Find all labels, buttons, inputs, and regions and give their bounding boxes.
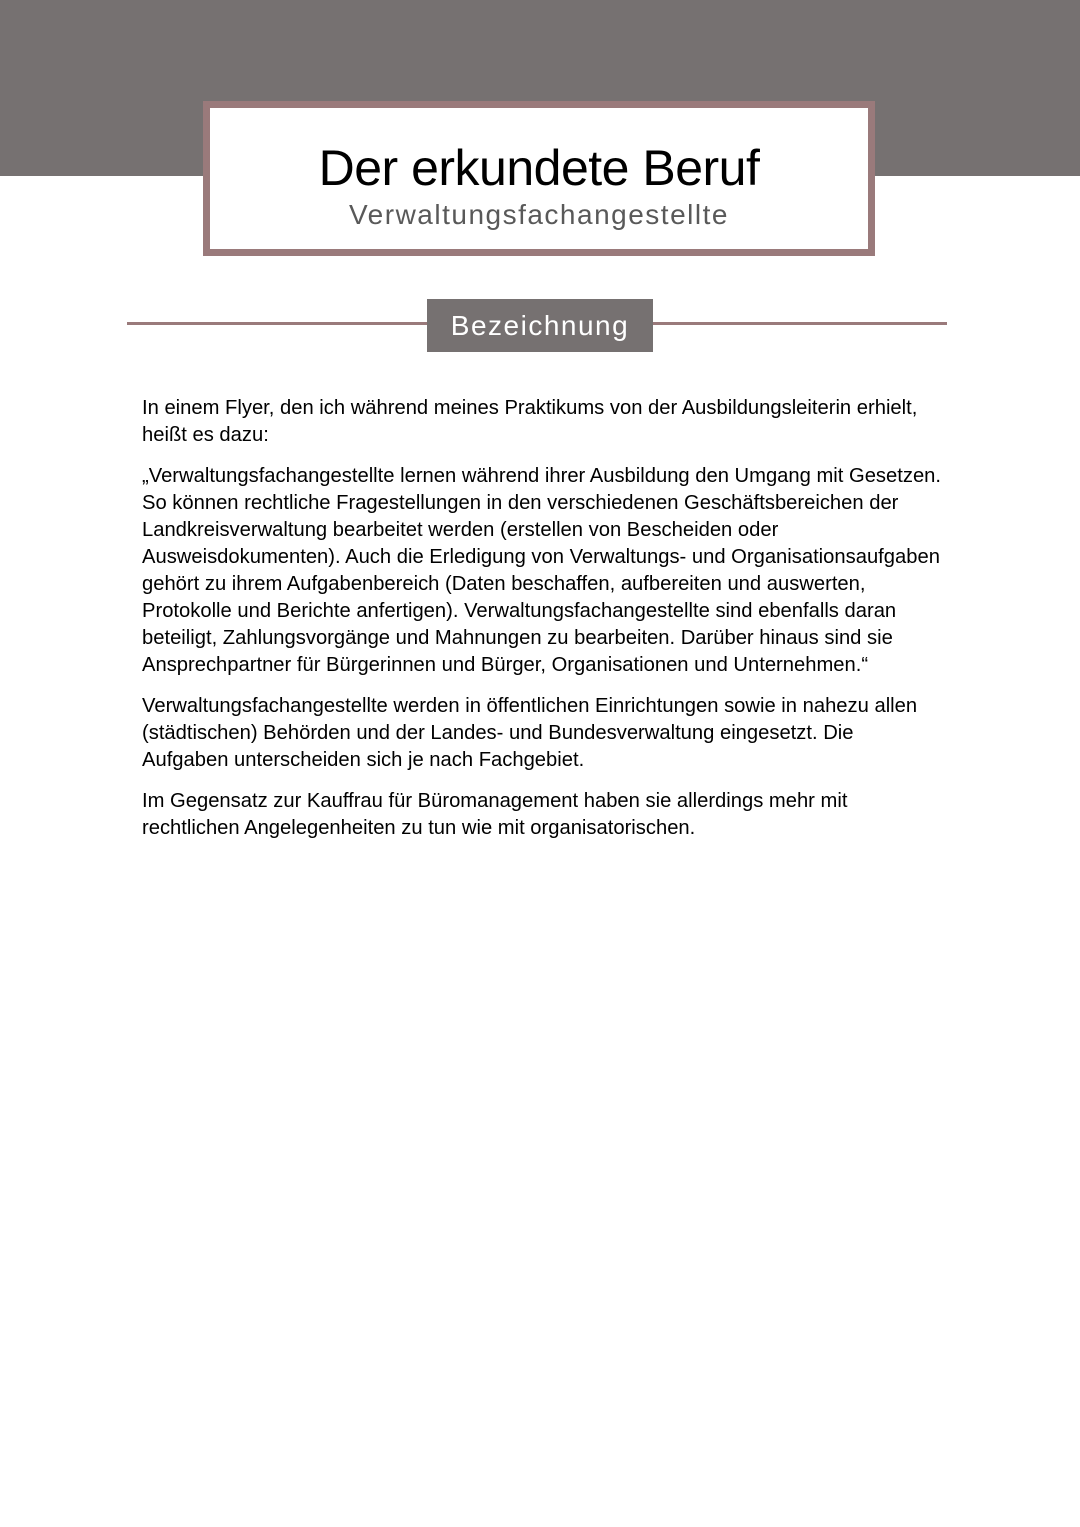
body-text	[142, 395, 942, 856]
paragraph-quote: „Verwaltungsfachangestellte lernen während ihrer Ausbildung den Umgang mit Gesetzen. So können rechtliche Fragestellungen in den verschiedenen Geschäftsbereichen der Landkreisverwaltung bearbeitet werden (erstellen von Bescheiden oder Ausweisdokumenten). Auch die Erledigung von Verwaltungs- und Organisationsaufgaben gehört zu ihrem Aufgabenbereich (Daten beschaffen, aufbereiten und auswerten, Protokolle und Berichte anfertigen). Verwaltungsfachangestellte sind ebenfalls daran beteiligt, Zahlungsvorgänge und Mahnungen zu bearbeiten. Darüber hinaus sind sie Ansprechpartner für Bürgerinnen und Bürger, Organisationen und Unternehmen.“	[142, 465, 942, 676]
paragraph-intro: In einem Flyer, den ich während meines Praktikums von der Ausbildungsleiterin erhielt, heißt es dazu:	[142, 397, 918, 446]
section-heading: Bezeichnung	[427, 299, 653, 352]
page-title: Der erkundete Beruf	[318, 140, 760, 196]
paragraph-comparison: Im Gegensatz zur Kauffrau für Büromanagement haben sie allerdings mehr mit rechtlichen Angelegenheiten zu tun wie mit organisatorischen.	[142, 790, 848, 839]
page-subtitle: Verwaltungsfachangestellte	[349, 199, 729, 230]
title-box	[203, 101, 875, 256]
paragraph-employment: Verwaltungsfachangestellte werden in öffentlichen Einrichtungen sowie in nahezu allen (städtischen) Behörden und der Landes- und Bundesverwaltung eingesetzt. Die Aufgaben unterscheiden sich je nach Fachgebiet.	[142, 695, 918, 771]
